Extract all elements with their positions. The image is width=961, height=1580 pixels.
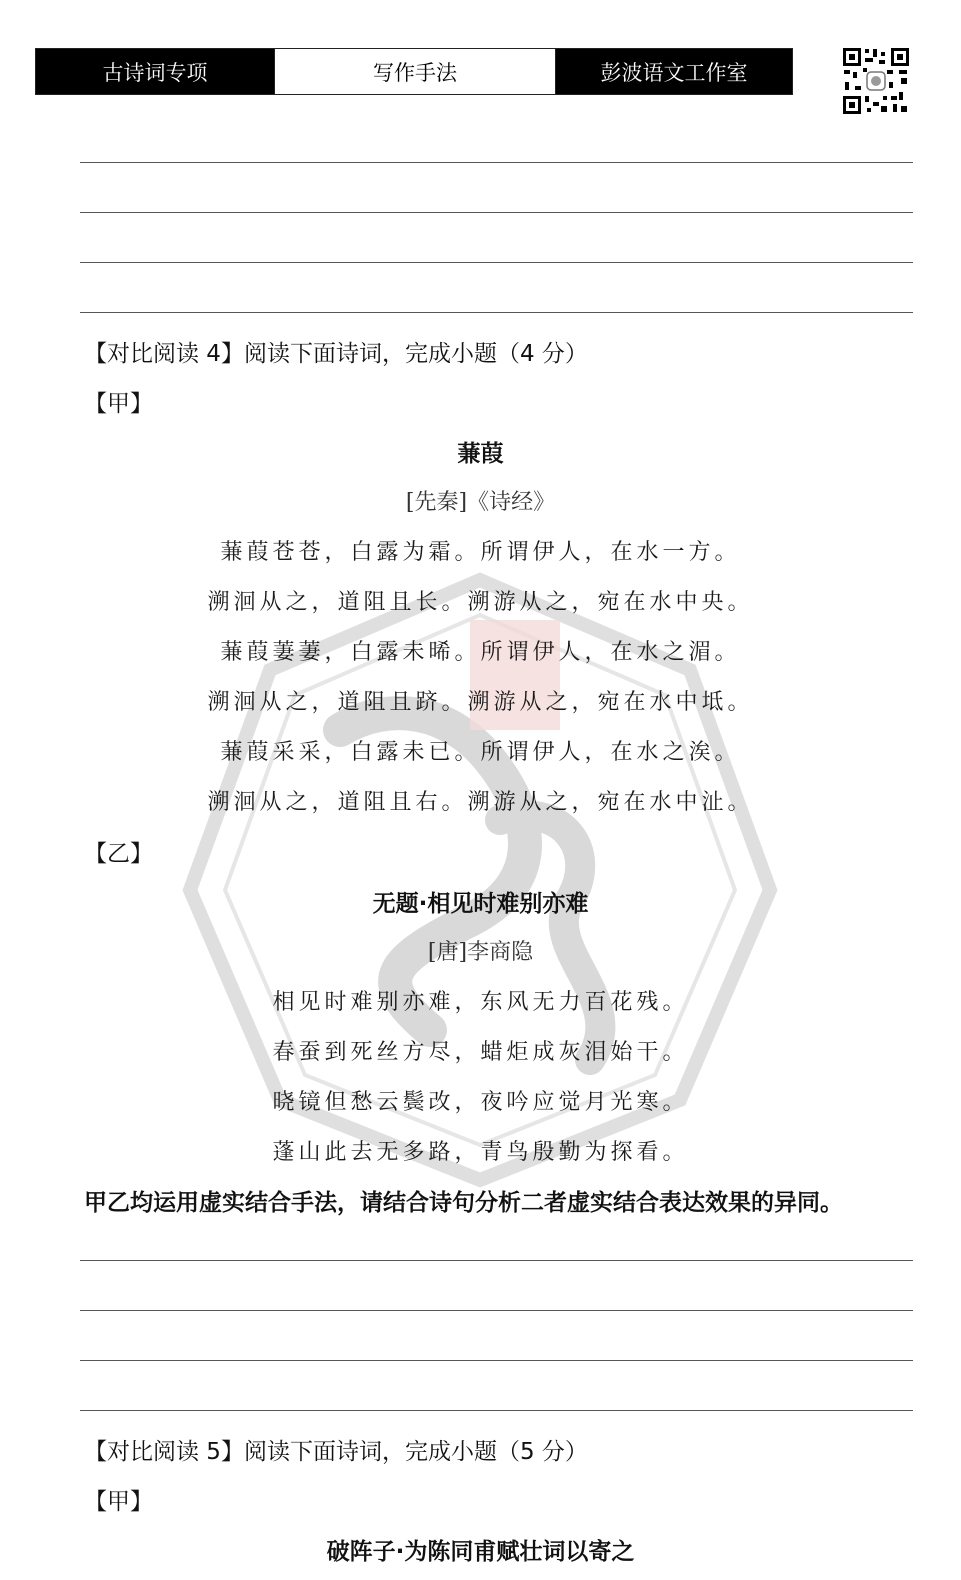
poem-b-author: [唐]李商隐 [427, 940, 534, 965]
poem-a-line: 蒹葭采采，白露未已。所谓伊人，在水之涘。 [220, 740, 741, 765]
section4-yi-label: 【乙】 [84, 841, 153, 867]
section5-jia-label: 【甲】 [84, 1489, 153, 1515]
poem-a-line: 溯洄从之，道阻且跻。溯游从之，宛在水中坻。 [207, 690, 754, 715]
answer-rule [80, 312, 913, 313]
section4-heading: 【对比阅读 4】阅读下面诗词，完成小题（4 分） [84, 341, 588, 367]
poem-b-line: 蓬山此去无多路，青鸟殷勤为探看。 [272, 1140, 689, 1165]
answer-rule [80, 1310, 913, 1311]
poem-b-line: 相见时难别亦难，东风无力百花残。 [272, 990, 689, 1015]
poem-b-line: 春蚕到死丝方尽，蜡炬成灰泪始干。 [272, 1040, 689, 1065]
poem-a-line: 溯洄从之，道阻且长。溯游从之，宛在水中央。 [207, 590, 754, 615]
poem-b-title: 无题·相见时难别亦难 [372, 891, 589, 917]
poem-a-line: 蒹葭苍苍，白露为霜。所谓伊人，在水一方。 [220, 540, 741, 565]
poem-a-title: 蒹葭 [457, 441, 504, 467]
header-category: 古诗词专项 [36, 49, 274, 94]
answer-rule [80, 1410, 913, 1411]
header-bar [35, 48, 793, 95]
answer-rule [80, 262, 913, 263]
section5-heading: 【对比阅读 5】阅读下面诗词，完成小题（5 分） [84, 1439, 588, 1465]
header-topic: 写作手法 [274, 49, 556, 94]
answer-rule [80, 162, 913, 163]
section4-jia-label: 【甲】 [84, 391, 153, 417]
poem-a-line: 蒹葭萋萋，白露未晞。所谓伊人，在水之湄。 [220, 640, 741, 665]
poem-a-line: 溯洄从之，道阻且右。溯游从之，宛在水中沚。 [207, 790, 754, 815]
section4-question: 甲乙均运用虚实结合手法，请结合诗句分析二者虚实结合表达效果的异同。 [84, 1190, 843, 1216]
answer-rule [80, 1360, 913, 1361]
section5-poem-title: 破阵子·为陈同甫赋壮词以寄之 [326, 1539, 635, 1565]
answer-rule [80, 1260, 913, 1261]
header-studio: 彭波语文工作室 [556, 49, 792, 94]
answer-rule [80, 212, 913, 213]
poem-a-author: [先秦]《诗经》 [405, 490, 556, 515]
poem-b-line: 晓镜但愁云鬓改，夜吟应觉月光寒。 [272, 1090, 689, 1115]
qr-code-icon[interactable] [841, 46, 911, 116]
